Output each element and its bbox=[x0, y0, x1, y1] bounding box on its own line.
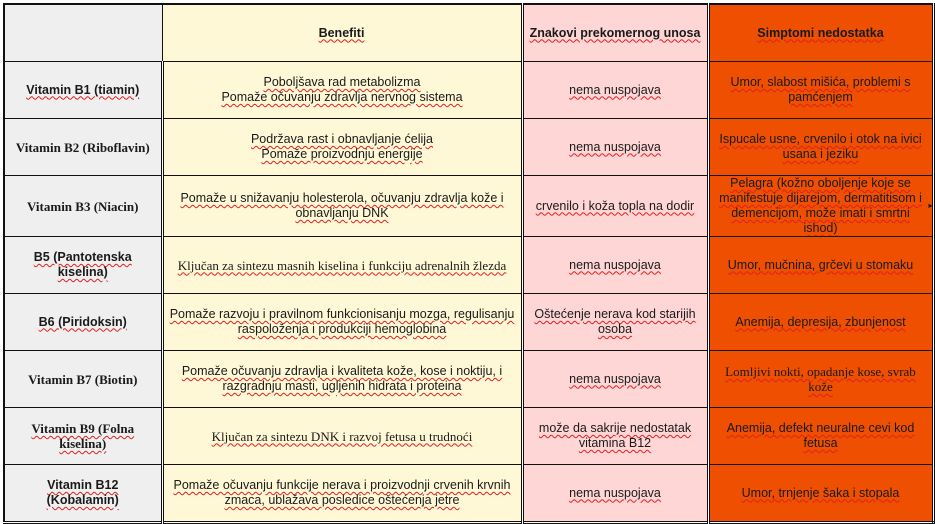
header-cell-deficiency[interactable] bbox=[708, 4, 933, 62]
header-row bbox=[4, 4, 933, 62]
header-cell-overdose[interactable] bbox=[522, 4, 708, 62]
overdose-cell[interactable] bbox=[522, 351, 708, 408]
deficiency-text: Ispucale usne, crvenilo i otok na ivici usana i jeziku bbox=[719, 132, 922, 161]
table-row bbox=[4, 119, 933, 176]
benefits-text: Ključan za sintezu masnih kiselina i funkciju adrenalnih žlezda bbox=[177, 257, 507, 273]
overdose-text: Oštećenje nerava kod starijih osoba bbox=[534, 307, 696, 336]
table-row bbox=[4, 351, 933, 408]
deficiency-cell[interactable] bbox=[708, 62, 933, 119]
benefits-cell[interactable] bbox=[162, 62, 522, 119]
overdose-text: nema nuspojava bbox=[569, 371, 661, 386]
table-row bbox=[4, 408, 933, 465]
benefits-text: Ključan za sintezu DNK i razvoj fetusa u trudnoći bbox=[211, 428, 473, 444]
benefits-text: Pomaže očuvanju funkcije nerava i proizvodnji crvenih krvnih zmaca, ublažava posledice oštećenja jetre bbox=[173, 478, 511, 507]
overdose-cell[interactable] bbox=[522, 465, 708, 523]
benefits-cell[interactable] bbox=[162, 408, 522, 465]
overdose-cell[interactable] bbox=[522, 294, 708, 351]
benefits-text: Pomaže očuvanju zdravlja i kvaliteta kože, kose i noktiju, i razgradnju masti, ugljenih hidrata i proteina bbox=[181, 364, 503, 393]
benefits-line: Pomaže očuvanju zdravlja nervnog sistema bbox=[221, 90, 463, 104]
vitamin-name: Vitamin B2 (Riboflavin) bbox=[15, 139, 150, 155]
vitamin-name: Vitamin B9 (Folna kiselina) bbox=[31, 421, 135, 451]
deficiency-text: Lomljivi nokti, opadanje kose, svrab kože bbox=[725, 364, 916, 394]
deficiency-cell[interactable] bbox=[708, 351, 933, 408]
deficiency-text: Pelagra (kožno oboljenje koje se manifestuje dijarejom, dermatitisom i demencijom, može imati i smrtni ishod) bbox=[719, 176, 922, 235]
benefits-cell[interactable] bbox=[162, 176, 522, 237]
overdose-text: nema nuspojava bbox=[569, 257, 661, 272]
vitamin-name-cell[interactable] bbox=[4, 294, 162, 351]
deficiency-cell[interactable] bbox=[708, 119, 933, 176]
text-overflow-arrow-icon: ▸ bbox=[928, 201, 933, 210]
overdose-text: nema nuspojava bbox=[569, 485, 661, 500]
header-cell-empty[interactable] bbox=[4, 4, 162, 62]
benefits-line: Podržava rast i obnavljanje ćelija bbox=[250, 132, 434, 146]
deficiency-text: Anemija, depresija, zbunjenost bbox=[735, 314, 906, 329]
deficiency-cell[interactable] bbox=[708, 408, 933, 465]
vitamin-name-cell[interactable] bbox=[4, 351, 162, 408]
overdose-text: može da sakrije nedostatak vitamina B12 bbox=[538, 421, 692, 450]
vitamin-name: B6 (Piridoksin) bbox=[38, 314, 127, 329]
spreadsheet-area bbox=[3, 3, 932, 515]
vitamin-name: Vitamin B3 (Niacin) bbox=[27, 198, 139, 214]
benefits-cell[interactable] bbox=[162, 119, 522, 176]
overdose-cell[interactable] bbox=[522, 408, 708, 465]
vitamin-name: Vitamin B12 (Kobalamin) bbox=[46, 478, 119, 507]
benefits-text: Pomaže razvoju i pravilnom funkcionisanju mozga, regulisanju raspoloženja i produkciji hemoglobina bbox=[169, 307, 515, 336]
table-row bbox=[4, 176, 933, 237]
benefits-line: Poboljšava rad metabolizma bbox=[263, 75, 421, 89]
vitamin-name: Vitamin B7 (Biotin) bbox=[28, 371, 138, 387]
vitamin-b-table bbox=[3, 3, 935, 524]
overdose-cell[interactable] bbox=[522, 237, 708, 294]
table-row bbox=[4, 237, 933, 294]
header-cell-benefits[interactable] bbox=[162, 4, 522, 62]
table-row bbox=[4, 465, 933, 523]
vitamin-name: B5 (Pantotenska kiselina) bbox=[33, 250, 132, 279]
vitamin-name-cell[interactable] bbox=[4, 408, 162, 465]
vitamin-name-cell[interactable] bbox=[4, 119, 162, 176]
vitamin-name-cell[interactable] bbox=[4, 465, 162, 523]
deficiency-cell[interactable] bbox=[708, 294, 933, 351]
header-deficiency-text: Simptomi nedostatka bbox=[757, 25, 884, 40]
header-overdose-text: Znakovi prekomernog unosa bbox=[529, 25, 701, 40]
benefits-cell[interactable] bbox=[162, 465, 522, 523]
deficiency-text: Umor, trnjenje šaka i stopala bbox=[741, 485, 900, 500]
overdose-cell[interactable] bbox=[522, 119, 708, 176]
overdose-cell[interactable] bbox=[522, 176, 708, 237]
benefits-line: Pomaže proizvodnju energije bbox=[261, 147, 423, 161]
deficiency-text: Anemija, defekt neuralne cevi kod fetusa bbox=[726, 421, 915, 450]
deficiency-cell[interactable] bbox=[708, 176, 933, 237]
header-benefits-text: Benefiti bbox=[318, 25, 365, 40]
benefits-text: Pomaže u snižavanju holesterola, očuvanju zdravlja kože i obnavljanju DNK bbox=[180, 191, 504, 220]
overdose-cell[interactable] bbox=[522, 62, 708, 119]
deficiency-cell[interactable] bbox=[708, 237, 933, 294]
overdose-text: nema nuspojava bbox=[569, 139, 661, 154]
overdose-text: crvenilo i koža topla na dodir bbox=[535, 198, 695, 213]
benefits-cell[interactable] bbox=[162, 294, 522, 351]
overdose-text: nema nuspojava bbox=[569, 82, 661, 97]
table-row bbox=[4, 294, 933, 351]
vitamin-name-cell[interactable] bbox=[4, 176, 162, 237]
deficiency-cell[interactable] bbox=[708, 465, 933, 523]
benefits-cell[interactable] bbox=[162, 351, 522, 408]
vitamin-name-cell[interactable] bbox=[4, 62, 162, 119]
deficiency-text: Umor, slabost mišića, problemi s pamćenjem bbox=[730, 75, 911, 104]
vitamin-name-cell[interactable] bbox=[4, 237, 162, 294]
vitamin-name: Vitamin B1 (tiamin) bbox=[26, 82, 140, 97]
benefits-cell[interactable] bbox=[162, 237, 522, 294]
deficiency-text: Umor, mučnina, grčevi u stomaku bbox=[727, 257, 914, 272]
table-row bbox=[4, 62, 933, 119]
